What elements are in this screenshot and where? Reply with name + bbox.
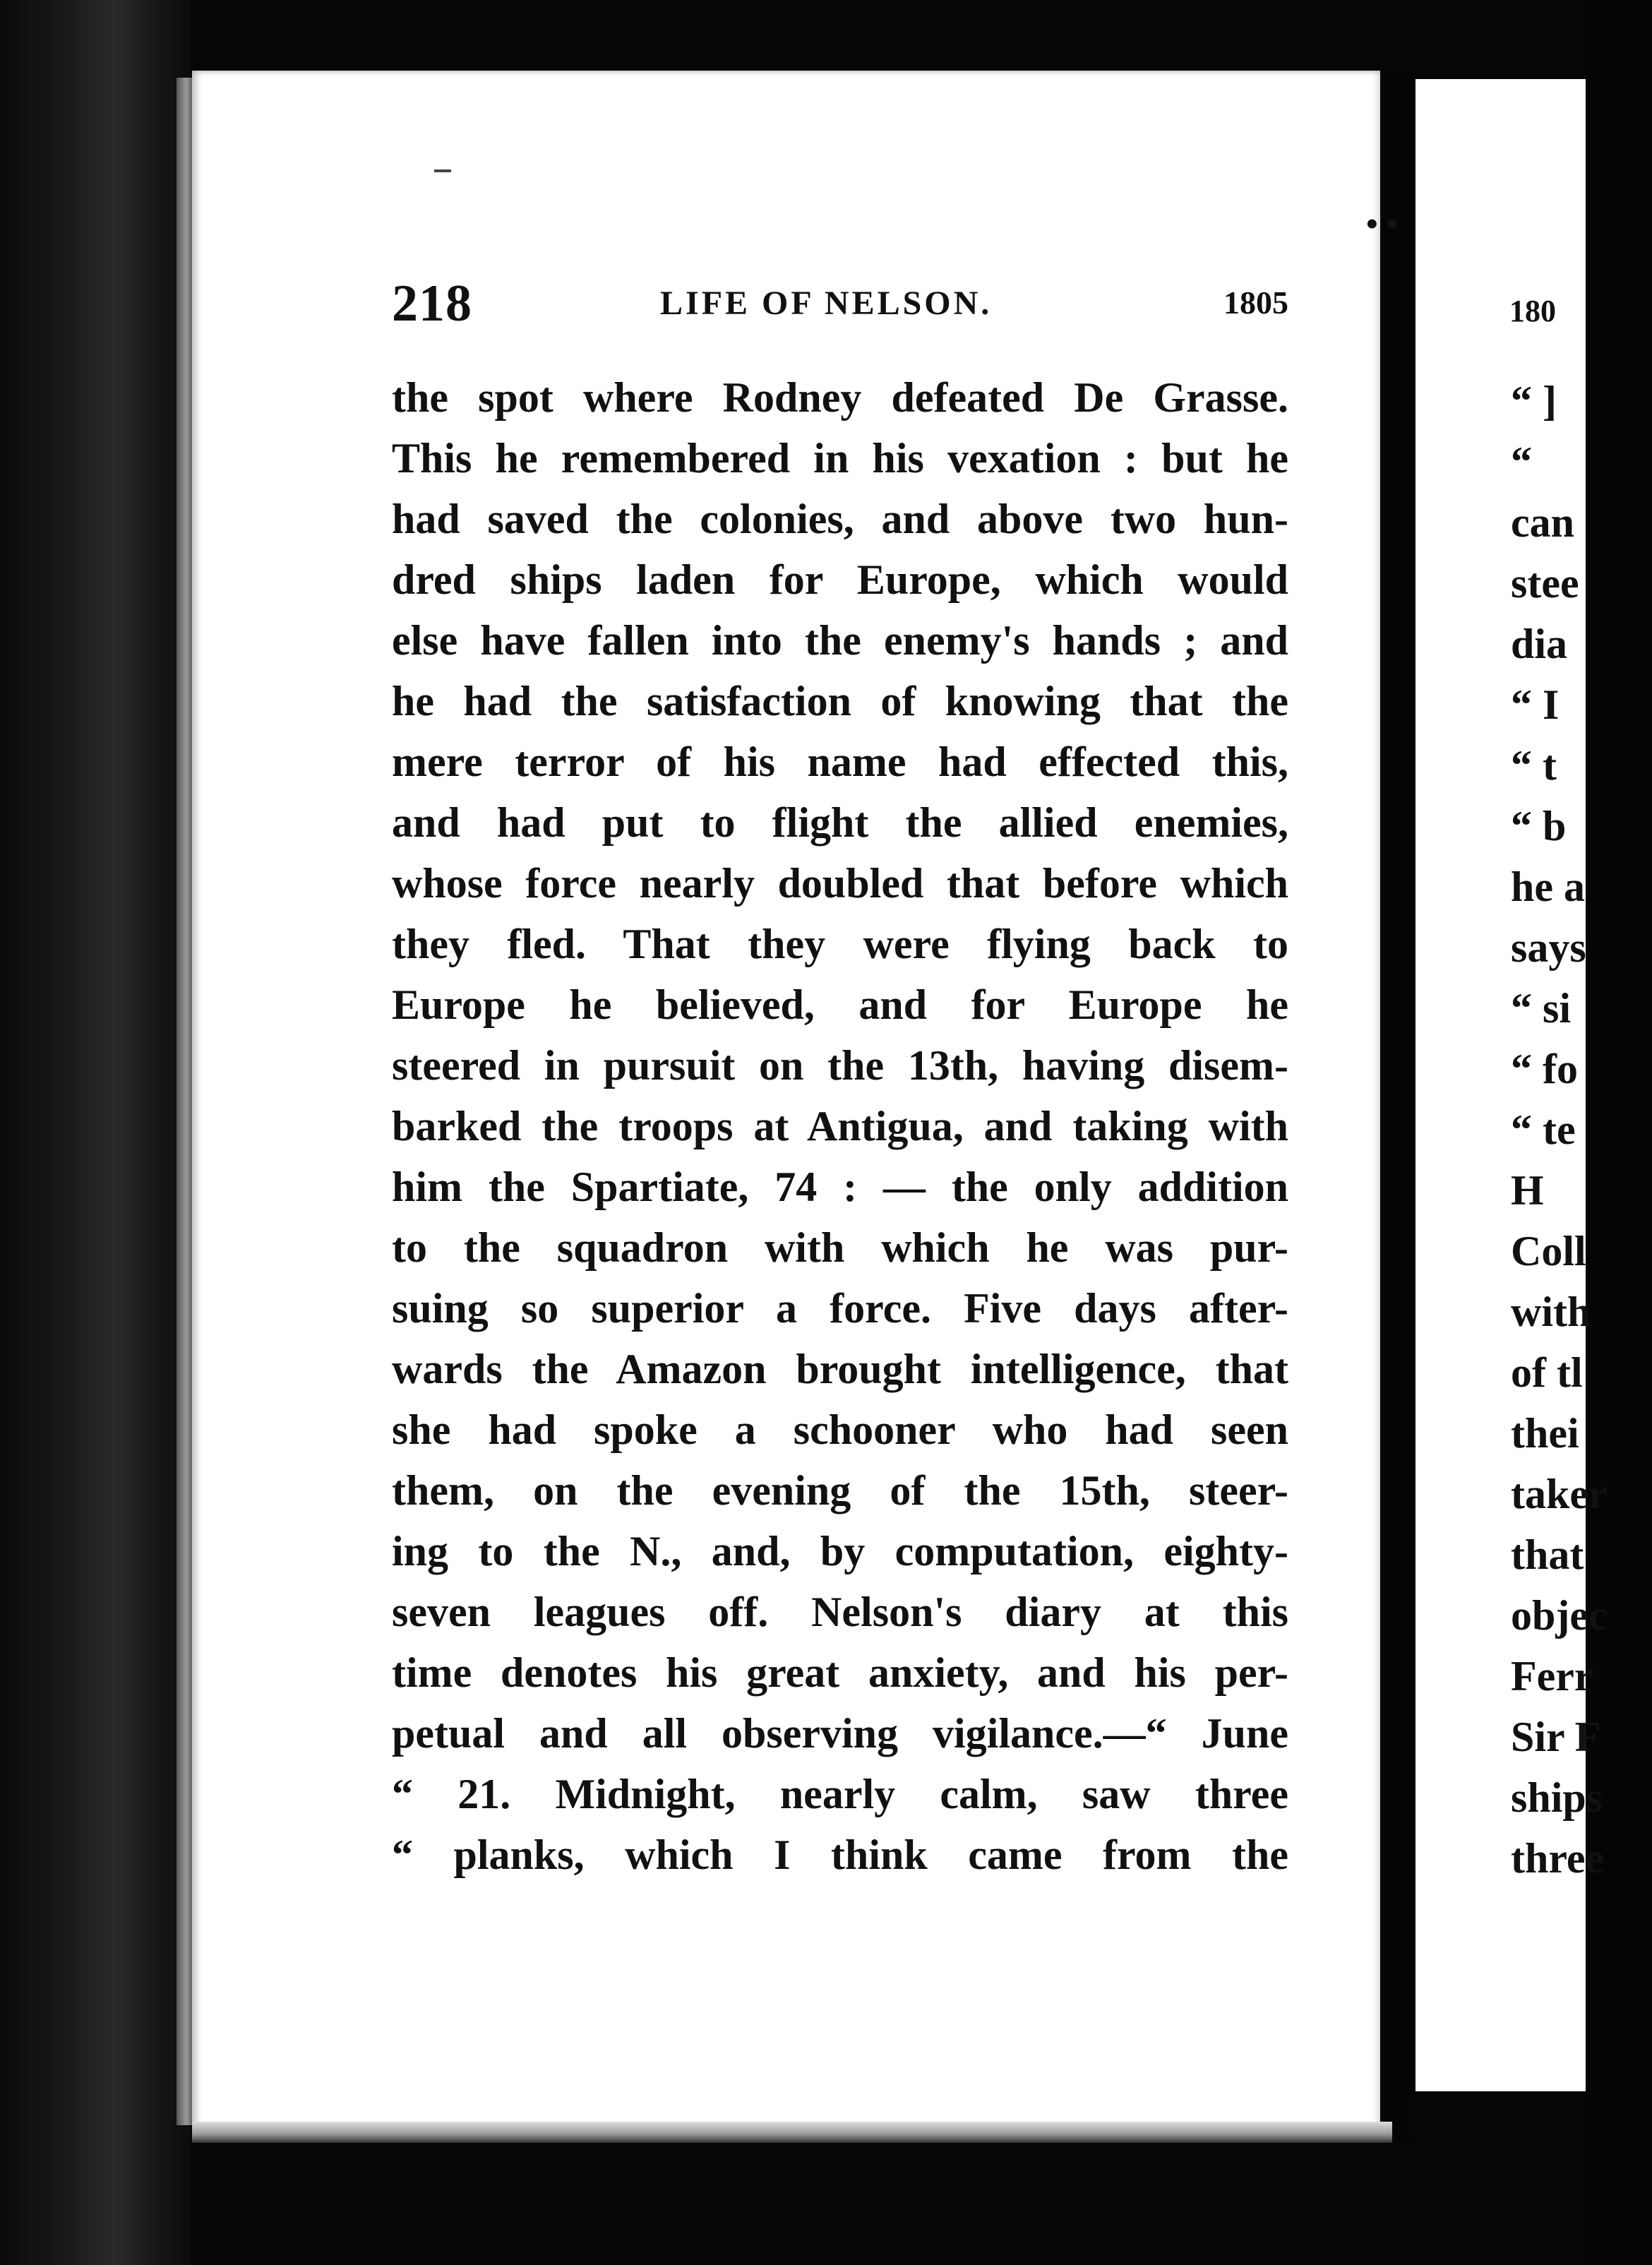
right-text-line: objec [1511, 1592, 1608, 1639]
page-bottom-edge [192, 2122, 1392, 2143]
text-line: them, on the evening of the 15th, steer- [392, 1467, 1288, 1514]
text-line: petual and all observing vigilance.—“ June [392, 1710, 1288, 1757]
text-line: ing to the N., and, by computation, eighty- [392, 1528, 1288, 1574]
text-line: wards the Amazon brought intelligence, that [392, 1346, 1288, 1392]
book-binding [0, 0, 191, 2265]
right-text-line: “ I [1511, 681, 1560, 728]
right-text-line: he a [1511, 863, 1585, 910]
body-text [392, 367, 1288, 1885]
right-page-text [1511, 293, 1652, 1889]
right-text-line: can [1511, 499, 1574, 546]
right-text-line: “ te [1511, 1106, 1576, 1153]
scan-mark [434, 169, 451, 172]
text-line: the spot where Rodney defeated De Grasse. [392, 374, 1288, 421]
right-text-line: three [1511, 1835, 1605, 1882]
text-line: had saved the colonies, and above two hun- [392, 496, 1288, 542]
running-header [392, 274, 1288, 337]
right-text-line: stee [1511, 560, 1579, 606]
right-text-line: “ t [1511, 742, 1557, 789]
header-year: 1805 [1223, 285, 1288, 321]
page-number: 218 [392, 275, 472, 333]
right-text-line: thei [1511, 1410, 1579, 1457]
text-line: mere terror of his name had effected this, [392, 739, 1288, 785]
text-line: time denotes his great anxiety, and his per- [392, 1649, 1288, 1696]
text-line: else have fallen into the enemy's hands ; and [392, 617, 1288, 664]
right-text-line: H [1511, 1167, 1544, 1214]
right-text-line: with [1511, 1289, 1591, 1335]
text-line: to the squadron with which he was pur- [392, 1224, 1288, 1271]
text-line: dred ships laden for Europe, which would [392, 556, 1288, 603]
right-text-line: “ ] [1511, 378, 1557, 424]
right-text-line: ships [1511, 1774, 1603, 1821]
text-line: he had the satisfaction of knowing that the [392, 678, 1288, 724]
text-line: and had put to flight the allied enemies, [392, 799, 1288, 846]
text-line: seven leagues off. Nelson's diary at this [392, 1589, 1288, 1635]
right-text-line: “ fo [1511, 1046, 1578, 1092]
right-text-line: says [1511, 924, 1586, 971]
right-text-line: of tl [1511, 1349, 1583, 1396]
right-text-line: “ si [1511, 985, 1572, 1032]
text-line: “ 21. Midnight, nearly calm, saw three [392, 1771, 1288, 1817]
right-text-line: that [1511, 1531, 1584, 1578]
right-text-line: Sir F [1511, 1714, 1601, 1760]
right-text-line: taker [1511, 1471, 1608, 1517]
text-line: suing so superior a force. Five days after- [392, 1285, 1288, 1332]
right-text-line: Ferr [1511, 1653, 1593, 1699]
book-gutter [1380, 71, 1415, 2139]
text-line: whose force nearly doubled that before which [392, 860, 1288, 907]
text-line: Europe he believed, and for Europe he [392, 981, 1288, 1028]
text-line: steered in pursuit on the 13th, having disem- [392, 1042, 1288, 1089]
text-line: “ planks, which I think came from the [392, 1831, 1288, 1878]
text-line: barked the troops at Antigua, and taking with [392, 1103, 1288, 1149]
right-text-line: “ [1511, 438, 1532, 485]
running-title: LIFE OF NELSON. [660, 285, 993, 322]
right-text-line: “ b [1511, 803, 1567, 849]
right-text-line: dia [1511, 621, 1568, 667]
text-line: him the Spartiate, 74 : — the only addition [392, 1164, 1288, 1210]
text-line: she had spoke a schooner who had seen [392, 1406, 1288, 1453]
scan-dots: • • [1366, 205, 1399, 243]
text-line: This he remembered in his vexation : but he [392, 435, 1288, 482]
text-line: they fled. That they were flying back to [392, 921, 1288, 967]
right-header-year: 180 [1509, 294, 1556, 328]
right-text-line: Coll [1511, 1228, 1586, 1274]
